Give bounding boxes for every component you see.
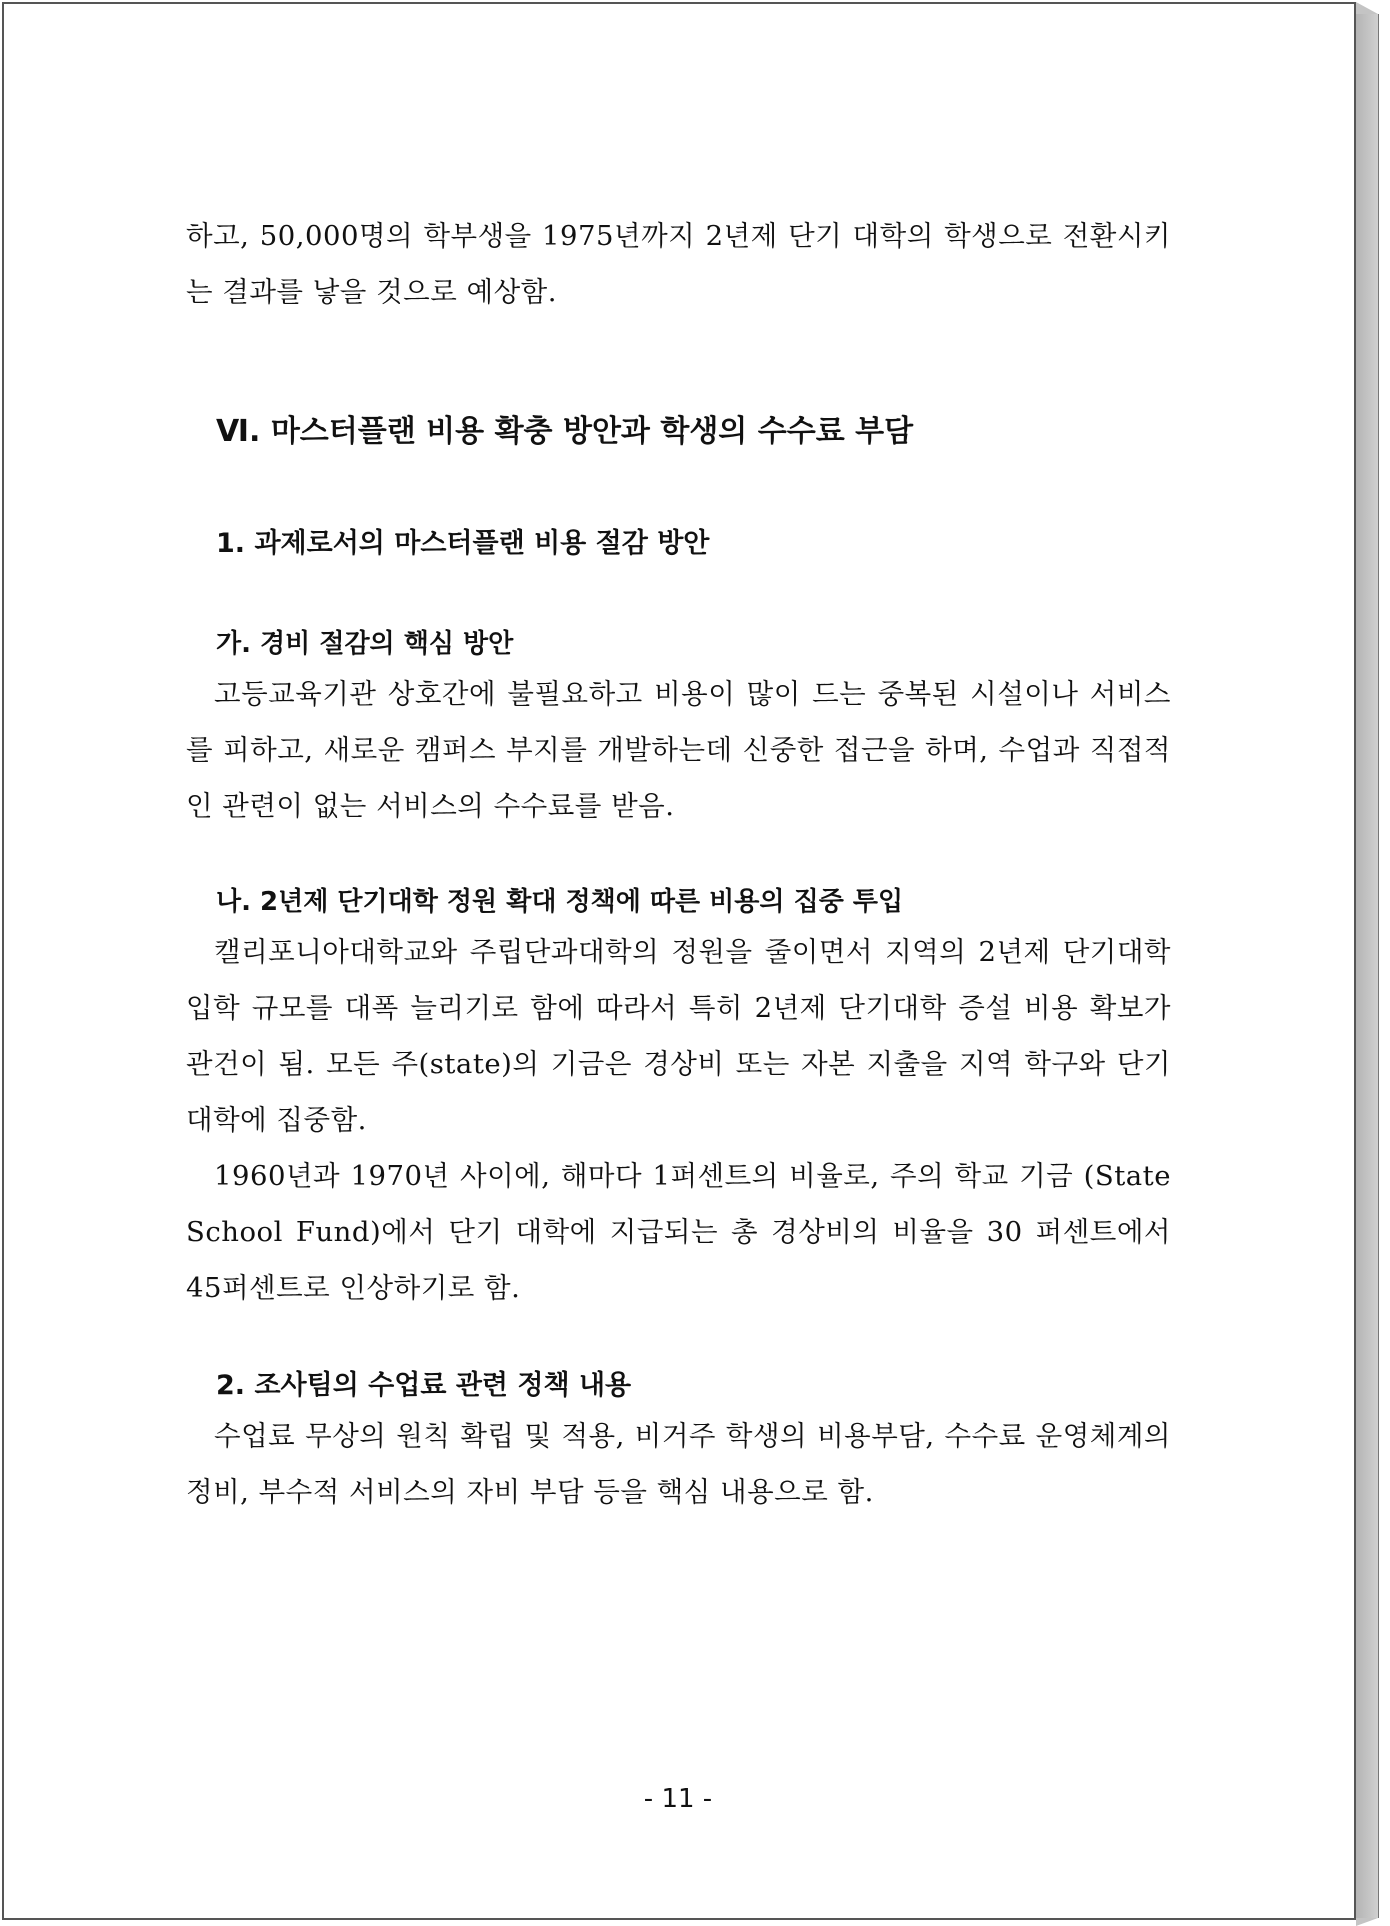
section-2-text: 수업료 무상의 원칙 확립 및 적용, 비거주 학생의 비용부담, 수수료 운영체계의 정비, 부수적 서비스의 자비 부담 등을 핵심 내용으로 함. [186, 1420, 1171, 1508]
item-b-text-2: 1960년과 1970년 사이에, 해마다 1퍼센트의 비율로, 주의 학교 기금 (State School Fund)에서 단기 대학에 지급되는 총 경상비의 비율을 30 퍼센트에서 45퍼센트로 인상하기로 함. [186, 1160, 1171, 1304]
chapter-title: Ⅵ. 마스터플랜 비용 확충 방안과 학생의 수수료 부담 [216, 414, 914, 449]
section-1-title: 1. 과제로서의 마스터플랜 비용 절감 방안 [216, 528, 710, 559]
item-b-title: 나. 2년제 단기대학 정원 확대 정책에 따른 비용의 집중 투입 [216, 887, 904, 917]
item-a-text: 고등교육기관 상호간에 불필요하고 비용이 많이 드는 중복된 시설이나 서비스를 피하고, 새로운 캠퍼스 부지를 개발하는데 신중한 접근을 하며, 수업과 직접적인 관련이 없는 서비스의 수수료를 받음. [186, 678, 1171, 822]
page-corner-top [1356, 2, 1378, 14]
page-edge-shadow [1356, 14, 1379, 1918]
item-a-title: 가. 경비 절감의 핵심 방안 [216, 629, 514, 659]
intro-paragraph: 하고, 50,000명의 학부생을 1975년까지 2년제 단기 대학의 학생으로 전환시키는 결과를 낳을 것으로 예상함. [186, 220, 1171, 308]
section-2-title: 2. 조사팀의 수업료 관련 정책 내용 [216, 1370, 632, 1401]
page-corner-bottom [1356, 1918, 1378, 1926]
document-body [186, 208, 1171, 1520]
item-b-text-1: 캘리포니아대학교와 주립단과대학의 정원을 줄이면서 지역의 2년제 단기대학 입학 규모를 대폭 늘리기로 함에 따라서 특히 2년제 단기대학 증설 비용 확보가 관건이 됨. 모든 주(state)의 기금은 경상비 또는 자본 지출을 지역 학구와 단기 대학에 집중함. [186, 936, 1171, 1136]
page-number: - 11 - [643, 1784, 713, 1814]
